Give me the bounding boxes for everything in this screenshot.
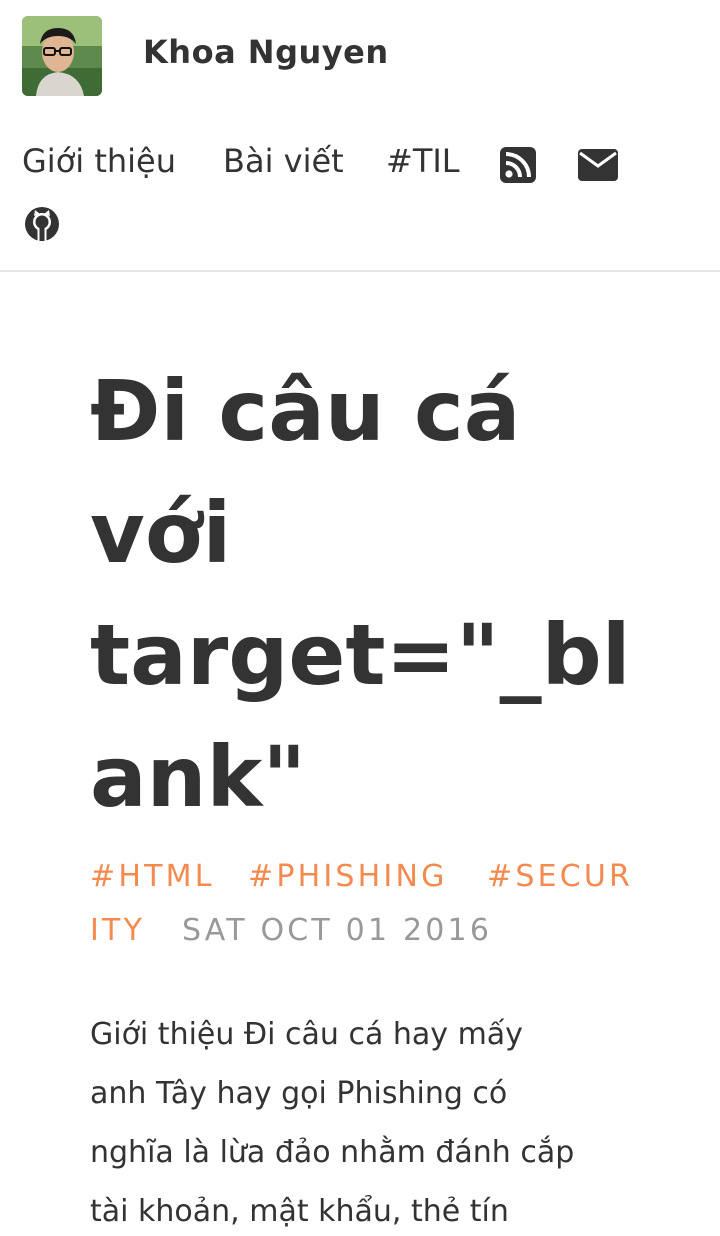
site-header — [0, 0, 720, 272]
avatar-image — [22, 16, 102, 96]
nav-link-bai-viet[interactable]: Bài viết — [223, 142, 344, 180]
tag-security-continued[interactable]: ITY — [90, 913, 146, 948]
avatar[interactable] — [22, 16, 102, 96]
site-title[interactable]: Khoa Nguyen — [143, 33, 389, 71]
envelope-icon[interactable] — [578, 149, 618, 185]
post-title-line: ank" — [90, 728, 307, 826]
excerpt-line: nghĩa là lừa đảo nhằm đánh cắp — [90, 1135, 575, 1170]
post-title — [90, 350, 650, 838]
github-icon[interactable] — [24, 206, 60, 246]
tag-html[interactable]: #HTML — [90, 859, 215, 894]
post-excerpt — [90, 1005, 574, 1236]
post-date: SAT OCT 01 2016 — [182, 913, 493, 948]
excerpt-line: tài khoản, mật khẩu, thẻ tín — [90, 1194, 509, 1229]
excerpt-line: Giới thiệu Đi câu cá hay mấy — [90, 1017, 523, 1052]
rss-icon[interactable] — [500, 147, 536, 187]
post-title-line: Đi câu cá — [90, 362, 521, 460]
post-title-line: target="_bl — [90, 606, 631, 704]
nav-link-gioi-thieu[interactable]: Giới thiệu — [22, 142, 177, 180]
post-title-line: với — [90, 484, 232, 582]
excerpt-line: anh Tây hay gọi Phishing có — [90, 1076, 508, 1111]
tag-phishing[interactable]: #PHISHING — [248, 859, 448, 894]
tag-security[interactable]: #SECUR — [487, 859, 634, 894]
nav-link-til[interactable]: #TIL — [386, 142, 460, 180]
